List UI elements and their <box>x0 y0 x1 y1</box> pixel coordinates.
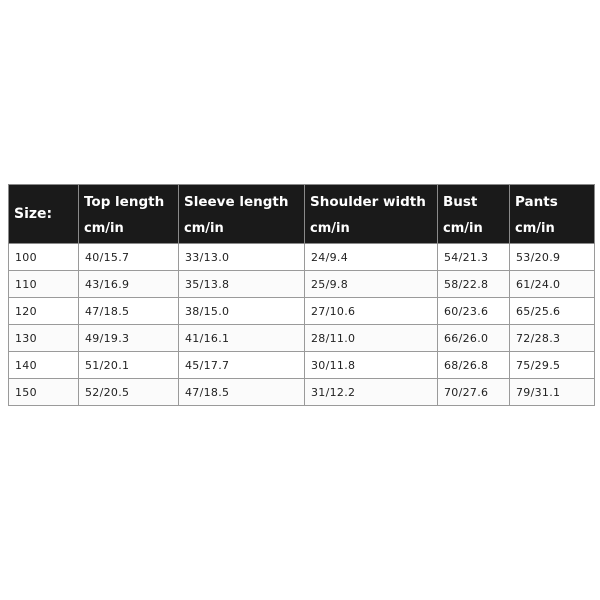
top-length-cell: 47/18.5 <box>79 298 179 325</box>
shoulder-width-cell: 24/9.4 <box>305 244 438 271</box>
bust-cell: 68/26.8 <box>438 352 510 379</box>
header-title: Bust <box>443 194 478 210</box>
size-cell: 150 <box>9 379 79 406</box>
table-row <box>9 379 595 406</box>
table-row <box>9 244 595 271</box>
sleeve-length-cell: 47/18.5 <box>179 379 305 406</box>
bust-cell: 60/23.6 <box>438 298 510 325</box>
bust-cell: 54/21.3 <box>438 244 510 271</box>
pants-cell: 65/25.6 <box>510 298 595 325</box>
size-cell: 140 <box>9 352 79 379</box>
top-length-header <box>79 185 179 244</box>
shoulder-width-cell: 25/9.8 <box>305 271 438 298</box>
table-header <box>9 185 595 244</box>
size-chart <box>8 184 594 406</box>
pants-header <box>510 185 595 244</box>
table-row <box>9 298 595 325</box>
sleeve-length-cell: 45/17.7 <box>179 352 305 379</box>
size-cell: 130 <box>9 325 79 352</box>
header-unit: cm/in <box>84 221 124 237</box>
top-length-cell: 49/19.3 <box>79 325 179 352</box>
size-column-header: Size: <box>9 185 79 244</box>
size-cell: 100 <box>9 244 79 271</box>
bust-cell: 70/27.6 <box>438 379 510 406</box>
size-cell: 110 <box>9 271 79 298</box>
sleeve-length-cell: 33/13.0 <box>179 244 305 271</box>
shoulder-width-cell: 27/10.6 <box>305 298 438 325</box>
sleeve-length-cell: 38/15.0 <box>179 298 305 325</box>
top-length-cell: 43/16.9 <box>79 271 179 298</box>
pants-cell: 79/31.1 <box>510 379 595 406</box>
top-length-cell: 52/20.5 <box>79 379 179 406</box>
header-unit: cm/in <box>443 221 483 237</box>
sleeve-length-header <box>179 185 305 244</box>
table-row <box>9 325 595 352</box>
pants-cell: 72/28.3 <box>510 325 595 352</box>
shoulder-width-cell: 30/11.8 <box>305 352 438 379</box>
pants-cell: 61/24.0 <box>510 271 595 298</box>
header-unit: cm/in <box>310 221 350 237</box>
pants-cell: 53/20.9 <box>510 244 595 271</box>
bust-header <box>438 185 510 244</box>
table-row <box>9 352 595 379</box>
top-length-cell: 51/20.1 <box>79 352 179 379</box>
header-title: Top length <box>84 194 165 210</box>
shoulder-width-cell: 31/12.2 <box>305 379 438 406</box>
sleeve-length-cell: 41/16.1 <box>179 325 305 352</box>
header-unit: cm/in <box>515 221 555 237</box>
top-length-cell: 40/15.7 <box>79 244 179 271</box>
shoulder-width-header <box>305 185 438 244</box>
table-body <box>9 244 595 406</box>
header-unit: cm/in <box>184 221 224 237</box>
header-title: Pants <box>515 194 558 210</box>
pants-cell: 75/29.5 <box>510 352 595 379</box>
size-cell: 120 <box>9 298 79 325</box>
header-title: Shoulder width <box>310 194 426 210</box>
header-row <box>9 185 595 244</box>
sleeve-length-cell: 35/13.8 <box>179 271 305 298</box>
header-title: Sleeve length <box>184 194 289 210</box>
bust-cell: 58/22.8 <box>438 271 510 298</box>
bust-cell: 66/26.0 <box>438 325 510 352</box>
shoulder-width-cell: 28/11.0 <box>305 325 438 352</box>
size-table <box>8 184 595 406</box>
table-row <box>9 271 595 298</box>
